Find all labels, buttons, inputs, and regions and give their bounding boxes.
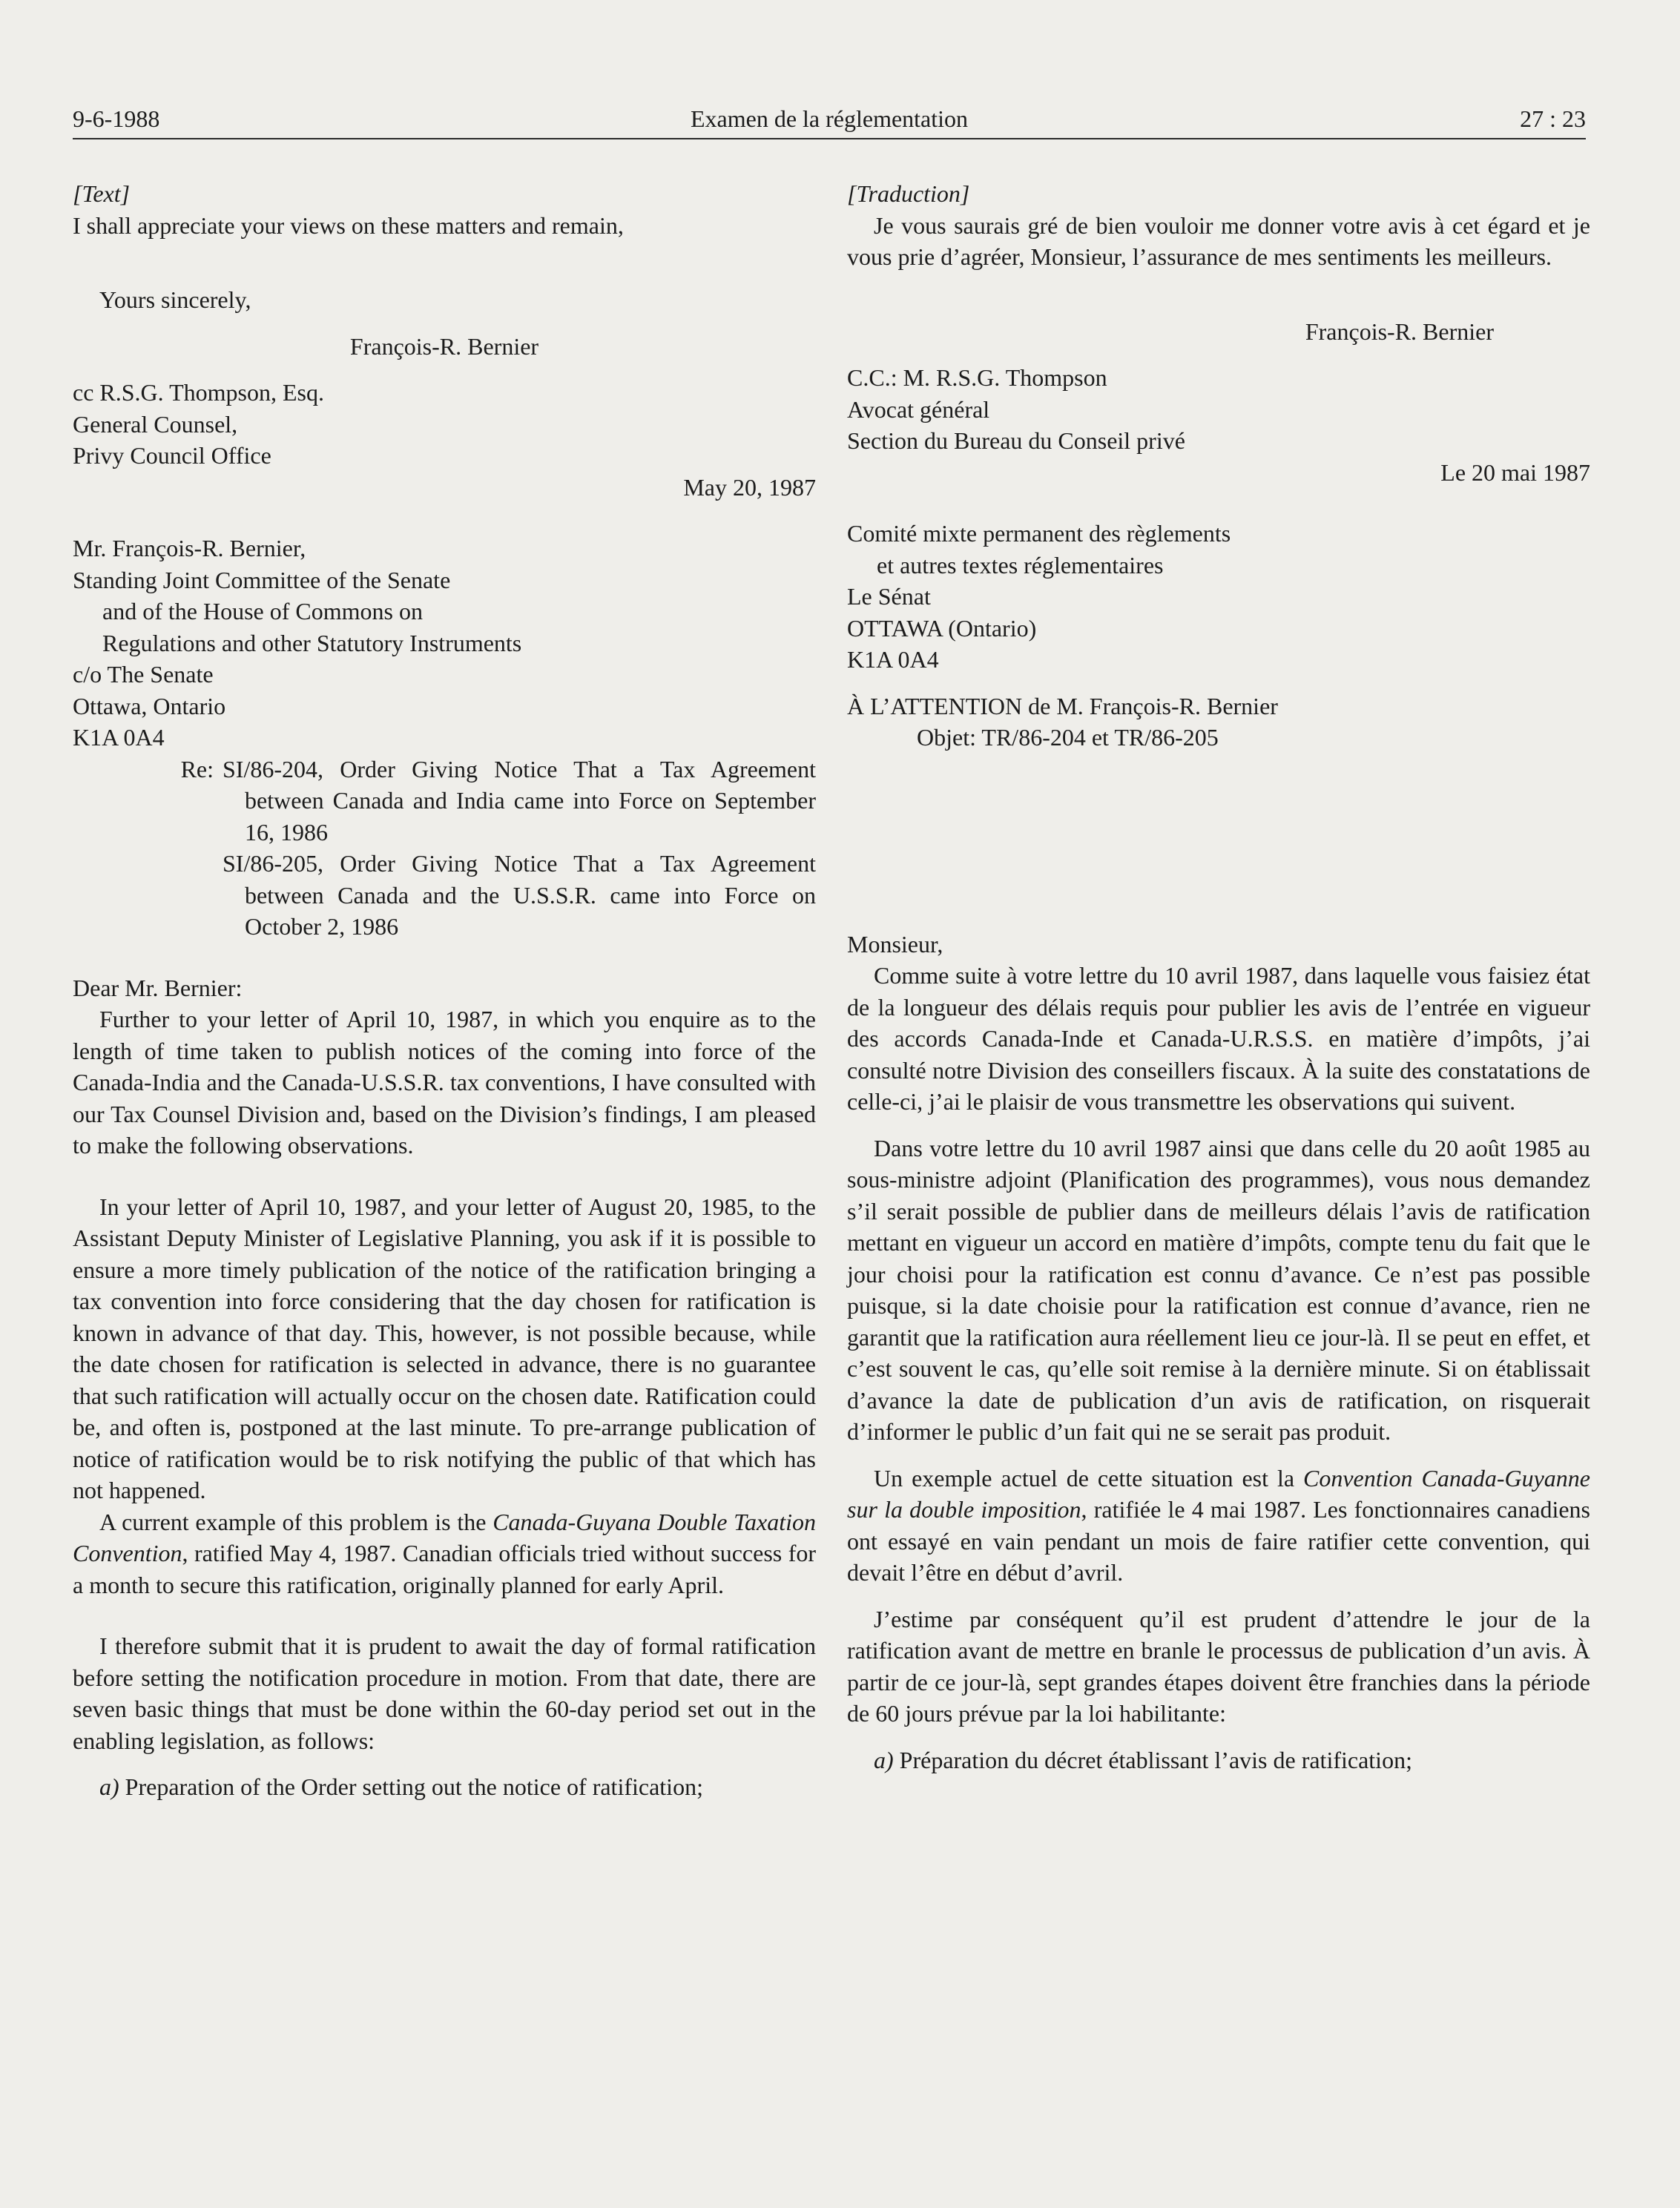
text-label: [Traduction]: [847, 180, 970, 207]
signature: François-R. Bernier: [349, 332, 539, 360]
re-item: SI/86-204, Order Giving Notice That a Tax Agreement between Canada and India came into Force on September 16, 1986: [223, 755, 816, 846]
re-label: Re:: [180, 755, 214, 782]
body-paragraph: Comme suite à votre lettre du 10 avril 1987, dans laquelle vous faisiez état de la longueur des délais requis pour publier les avis de l’entrée en vigueur des accords Canada-Inde et Canada-U.R.S.S. en matière d’impôts, j’ai consulté notre Division des conseillers fiscaux. À la suite des constatations de celle-ci, j’ai le plaisir de vous transmettre les observations qui suivent.: [847, 962, 1590, 1115]
cc-line: General Counsel,: [73, 410, 238, 438]
closing-line: Je vous saurais gré de bien vouloir me donner votre avis à cet égard et je vous prie d’agréer, Monsieur, l’assurance de mes sentiments les meilleurs.: [847, 211, 1590, 270]
objet-line: Objet: TR/86-204 et TR/86-205: [917, 724, 1219, 751]
list-item: a) Préparation du décret établissant l’avis de ratification;: [874, 1746, 1412, 1773]
body-paragraph: Further to your letter of April 10, 1987, in which you enquire as to the length of time taken to publish notices of the coming into force of the Canada-India and the Canada-U.S.S.R. tax conventions, I have consulted with our Tax Counsel Division and, based on the Division’s findings, I am pleased to make the following observations.: [73, 1006, 816, 1159]
body-paragraph: A current example of this problem is the Canada-Guyana Double Taxation Convention, ratified May 4, 1987. Canadian officials tried without success for a month to secure this ratification, originally planned for early April.: [73, 1508, 817, 1598]
address-line: K1A 0A4: [847, 646, 939, 673]
re-item: SI/86-205, Order Giving Notice That a Tax Agreement between Canada and the U.S.S.R. came into Force on October 2, 1986: [223, 850, 816, 940]
body-paragraph: J’estime par conséquent qu’il est prudent d’attendre le jour de la ratification avant de mettre en branle le processus de publication d’un avis. À partir de ce jour-là, sept grandes étapes doivent être franchies dans la période de 60 jours prévue par la loi habilitante:: [847, 1605, 1590, 1727]
address-line: Standing Joint Committee of the Senate: [73, 566, 451, 593]
cc-line: Section du Bureau du Conseil privé: [847, 427, 1185, 454]
cc-block: [847, 362, 1590, 457]
cc-line: C.C.: M. R.S.G. Thompson: [847, 364, 1107, 391]
french-column: [847, 178, 1590, 1776]
cc-line: cc R.S.G. Thompson, Esq.: [73, 379, 324, 406]
address-line: and of the House of Commons on: [102, 598, 423, 624]
address-line: OTTAWA (Ontario): [847, 614, 1037, 642]
attention-line: À L’ATTENTION de M. François-R. Bernier: [847, 692, 1278, 719]
address-line: Mr. François-R. Bernier,: [73, 535, 306, 561]
page-header: [73, 99, 1586, 139]
address-block: [847, 518, 1590, 676]
cc-line: Avocat général: [847, 395, 990, 423]
address-line: Ottawa, Ontario: [73, 692, 226, 719]
page-number: 27 : 23: [1520, 105, 1586, 132]
header-title: Examen de la réglementation: [690, 105, 969, 132]
list-item: a) Preparation of the Order setting out the notice of ratification;: [99, 1773, 703, 1800]
address-line: Comité mixte permanent des règlements: [847, 520, 1231, 547]
address-line: c/o The Senate: [73, 661, 214, 688]
address-block: [73, 533, 816, 754]
body-paragraph: In your letter of April 10, 1987, and your letter of August 20, 1985, to the Assistant Deputy Minister of Legislative Planning, you ask if it is possible to ensure a more timely publication of the notice of the ratification bringing a tax convention into force considering that the day chosen for ratification is known in advance of that day. This, however, is not possible because, while the date chosen for ratification is selected in advance, there is no guarantee that such ratification will actually occur on the chosen date. Ratification could be, and often is, postponed at the last minute. To pre-arrange publication of notice of ratification would be to risk notifying the public of that which has not happened.: [73, 1193, 816, 1503]
text-label: [Text]: [73, 180, 131, 207]
address-line: Regulations and other Statutory Instruments: [102, 629, 522, 656]
closing-line: I shall appreciate your views on these matters and remain,: [73, 211, 624, 239]
re-block: [73, 754, 816, 943]
letter-date: May 20, 1987: [683, 473, 816, 501]
header-date: 9-6-1988: [73, 105, 160, 132]
body-paragraph: Un exemple actuel de cette situation est la Convention Canada-Guyanne sur la double imposition, ratifiée le 4 mai 1987. Les fonctionnaires canadiens ont essayé en vain pendant un mois de faire ratifier cette convention, qui devait l’être en début d’avril.: [847, 1464, 1591, 1586]
address-line: et autres textes réglementaires: [877, 551, 1164, 579]
address-line: Le Sénat: [847, 583, 931, 610]
english-column: [73, 178, 816, 1803]
signature: François-R. Bernier: [1305, 317, 1494, 345]
letter-date: Le 20 mai 1987: [1440, 458, 1590, 486]
body-paragraph: I therefore submit that it is prudent to await the day of formal ratification before setting the notification procedure in motion. From that date, there are seven basic things that must be done within the 60-day period set out in the enabling legislation, as follows:: [73, 1632, 816, 1754]
salutation: Monsieur,: [847, 930, 943, 958]
cc-line: Privy Council Office: [73, 442, 271, 469]
body-paragraph: Dans votre lettre du 10 avril 1987 ainsi que dans celle du 20 août 1985 au sous-ministre adjoint (Planification des programmes), vous nous demandez s’il serait possible de publier dans de meilleurs délais l’avis de ratification mettant en vigueur un accord en matière d’impôts, compte tenu du fait que le jour choisi pour la ratification est connu d’avance. Ce n’est pas possible puisque, si la date choisie pour la ratification est connue d’avance, rien ne garantit que la ratification aura réellement lieu ce jour-là. Il se peut en effet, et c’est souvent le cas, qu’elle soit remise à la dernière minute. Si on établissait d’avance la date de publication d’un avis de ratification, on risquerait d’informer le public d’un fait qui ne se serait pas produit.: [847, 1134, 1590, 1445]
valediction: Yours sincerely,: [99, 286, 251, 313]
salutation: Dear Mr. Bernier:: [73, 974, 243, 1001]
address-line: K1A 0A4: [73, 724, 165, 751]
cc-block: [73, 377, 816, 472]
